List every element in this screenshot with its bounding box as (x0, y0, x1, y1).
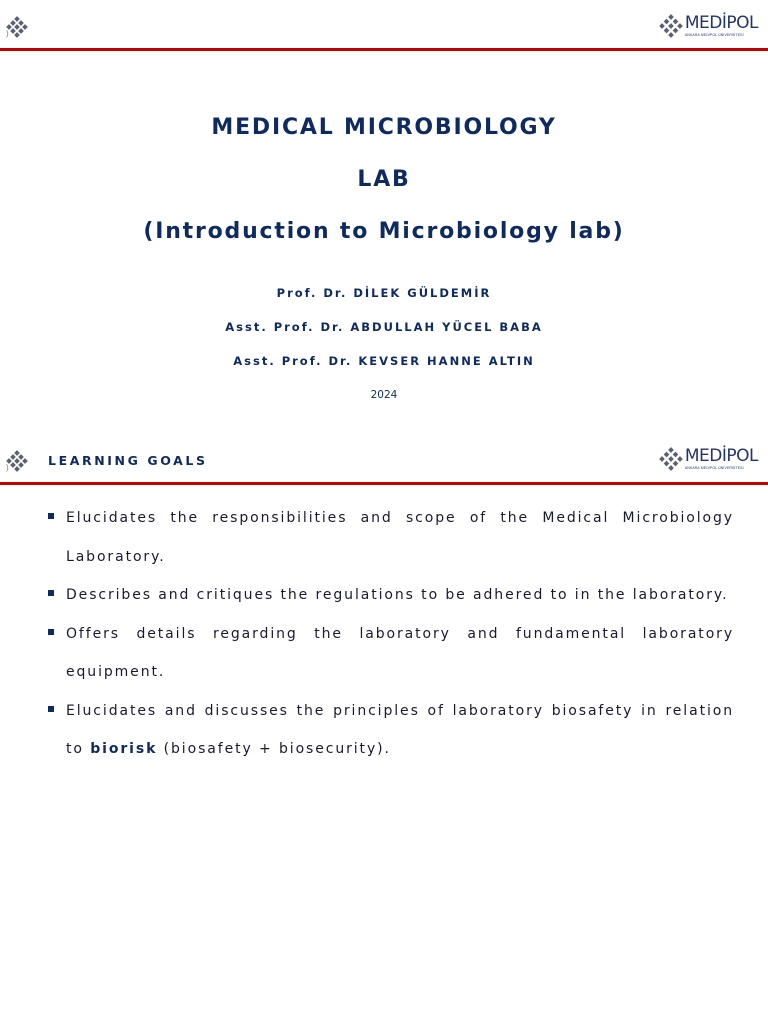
title-line-2: LAB (357, 167, 411, 192)
goals-list (48, 499, 734, 769)
slide-mark: ) (6, 463, 9, 472)
brand-subtitle: ANKARA MEDİPOL ÜNİVERSİTESİ (684, 32, 744, 37)
title-line-3: (Introduction to Microbiology lab) (143, 219, 625, 244)
bullet-icon (48, 590, 54, 596)
header-rule (0, 482, 768, 485)
title-slide (0, 0, 768, 430)
goal-text: Offers details regarding the laboratory and fundamental laboratory equipment. (66, 625, 734, 680)
brand-name: MEDİPOL (684, 12, 758, 33)
slide-mark: ) (6, 29, 9, 38)
medipol-logo (659, 11, 758, 41)
list-item (48, 499, 734, 576)
goal-text: Elucidates the responsibilities and scope of the Medical Microbiology Laboratory. (66, 510, 734, 565)
author-1: Prof. Dr. DİLEK GÜLDEMİR (276, 286, 492, 300)
biorisk-term: biorisk (90, 741, 158, 757)
list-item (48, 576, 734, 615)
list-item (48, 615, 734, 692)
medipol-emblem-icon (659, 447, 683, 471)
title-line-1: MEDICAL MICROBIOLOGY (211, 115, 557, 140)
goal-text-part: (biosafety + biosecurity). (157, 741, 391, 757)
goal-text (66, 692, 734, 769)
learning-goals-slide (0, 430, 768, 1024)
university-emblem-icon (6, 450, 28, 472)
author-3: Asst. Prof. Dr. KEVSER HANNE ALTIN (233, 354, 535, 368)
header-rule (0, 48, 768, 51)
goal-text-part: Elucidates and discusses the principles of laboratory biosafety in relation to (66, 702, 734, 757)
list-item (48, 692, 734, 769)
author-2: Asst. Prof. Dr. ABDULLAH YÜCEL BABA (225, 320, 543, 334)
bullet-icon (48, 706, 54, 712)
section-title: LEARNING GOALS (48, 453, 208, 468)
bullet-icon (48, 513, 54, 519)
university-emblem-icon (6, 16, 28, 38)
brand-subtitle: ANKARA MEDİPOL ÜNİVERSİTESİ (684, 465, 744, 470)
goal-text: Describes and critiques the regulations to be adhered to in the laboratory. (66, 587, 729, 603)
medipol-logo (659, 444, 758, 474)
year: 2024 (370, 389, 398, 401)
bullet-icon (48, 629, 54, 635)
brand-name: MEDİPOL (684, 445, 758, 466)
medipol-emblem-icon (659, 14, 683, 38)
